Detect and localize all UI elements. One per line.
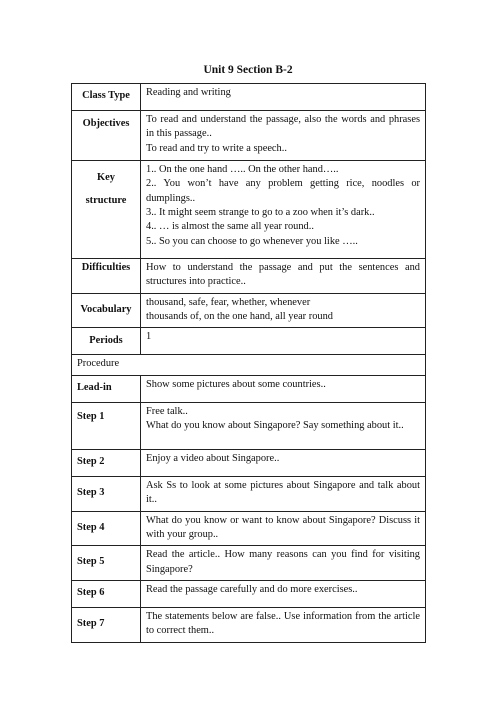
key-structure-row	[72, 161, 426, 259]
difficulties-label: Difficulties	[72, 259, 141, 294]
objectives-label-text: Objectives	[82, 118, 130, 129]
objectives-label	[72, 111, 141, 161]
vocabulary-line-2: thousands of, on the one hand, all year round	[146, 311, 333, 323]
step-label-1-text: Step 1	[77, 410, 105, 422]
step-label-4: Step 4	[72, 511, 141, 546]
class-type-value: Reading and writing	[141, 84, 426, 111]
step-label-2: Step 2	[72, 449, 141, 476]
step-row-3	[72, 476, 426, 511]
document-title: Unit 9 Section B-2	[203, 64, 293, 76]
step-text-5: Read the article.. How many reasons can you find for visiting Singapore?	[141, 546, 426, 581]
periods-value: 1	[141, 328, 426, 355]
objective-line-1: To read and understand the passage, also the words and phrases in this passage..	[146, 114, 420, 140]
step-row-5	[72, 546, 426, 581]
objectives-content	[141, 111, 426, 161]
step-text-7: The statements below are false.. Use information from the article to correct them..	[141, 607, 426, 642]
key-structure-label	[72, 161, 141, 259]
key-structure-line-5: 5.. So you can choose to go whenever you like …..	[146, 235, 358, 247]
difficulties-value: How to understand the passage and put the sentences and structures into practice..	[141, 259, 426, 294]
step-text-lead-in: Show some pictures about some countries..	[141, 375, 426, 402]
lesson-plan-table	[71, 83, 426, 643]
key-structure-content	[141, 161, 426, 259]
step-text-1	[141, 402, 426, 449]
step-text-6: Read the passage carefully and do more exercises..	[141, 580, 426, 607]
step-label-lead-in: Lead-in	[72, 375, 141, 402]
key-structure-label-1: Key	[97, 172, 115, 183]
step-row-lead-in	[72, 375, 426, 402]
step-row-6	[72, 580, 426, 607]
step-label-5: Step 5	[72, 546, 141, 581]
step-label-7: Step 7	[72, 607, 141, 642]
vocabulary-line-1: thousand, safe, fear, whether, whenever	[146, 296, 311, 308]
key-structure-line-4: 4.. … is almost the same all year round..	[146, 221, 314, 233]
difficulties-row	[72, 259, 426, 294]
step-label-3: Step 3	[72, 476, 141, 511]
class-type-row	[72, 84, 426, 111]
periods-label: Periods	[72, 328, 141, 355]
step-row-7	[72, 607, 426, 642]
vocabulary-content	[141, 293, 426, 328]
step-row-2	[72, 449, 426, 476]
step-row-1	[72, 402, 426, 449]
periods-row	[72, 328, 426, 355]
vocabulary-row	[72, 293, 426, 328]
class-type-label: Class Type	[72, 84, 141, 111]
key-structure-line-1: 1.. On the one hand ….. On the other hand…..	[146, 164, 339, 175]
procedure-label: Procedure	[72, 355, 426, 375]
step-text-3: Ask Ss to look at some pictures about Singapore and talk about it..	[141, 476, 426, 511]
vocabulary-label: Vocabulary	[72, 293, 141, 328]
step-1-line-1: Free talk..	[146, 405, 188, 417]
step-1-line-2: What do you know about Singapore? Say something about it..	[146, 420, 404, 432]
step-label-6: Step 6	[72, 580, 141, 607]
key-structure-line-2: 2.. You won’t have any problem getting rice, noodles or dumplings..	[146, 178, 420, 204]
step-label-1	[72, 402, 141, 449]
step-text-4: What do you know or want to know about Singapore? Discuss it with your group..	[141, 511, 426, 546]
key-structure-label-2: structure	[85, 194, 127, 206]
step-text-2: Enjoy a video about Singapore..	[141, 449, 426, 476]
objectives-row	[72, 111, 426, 161]
procedure-row	[72, 355, 426, 375]
key-structure-line-3: 3.. It might seem strange to go to a zoo when it’s dark..	[146, 207, 375, 219]
objective-line-2: To read and try to write a speech..	[146, 142, 287, 154]
step-row-4	[72, 511, 426, 546]
